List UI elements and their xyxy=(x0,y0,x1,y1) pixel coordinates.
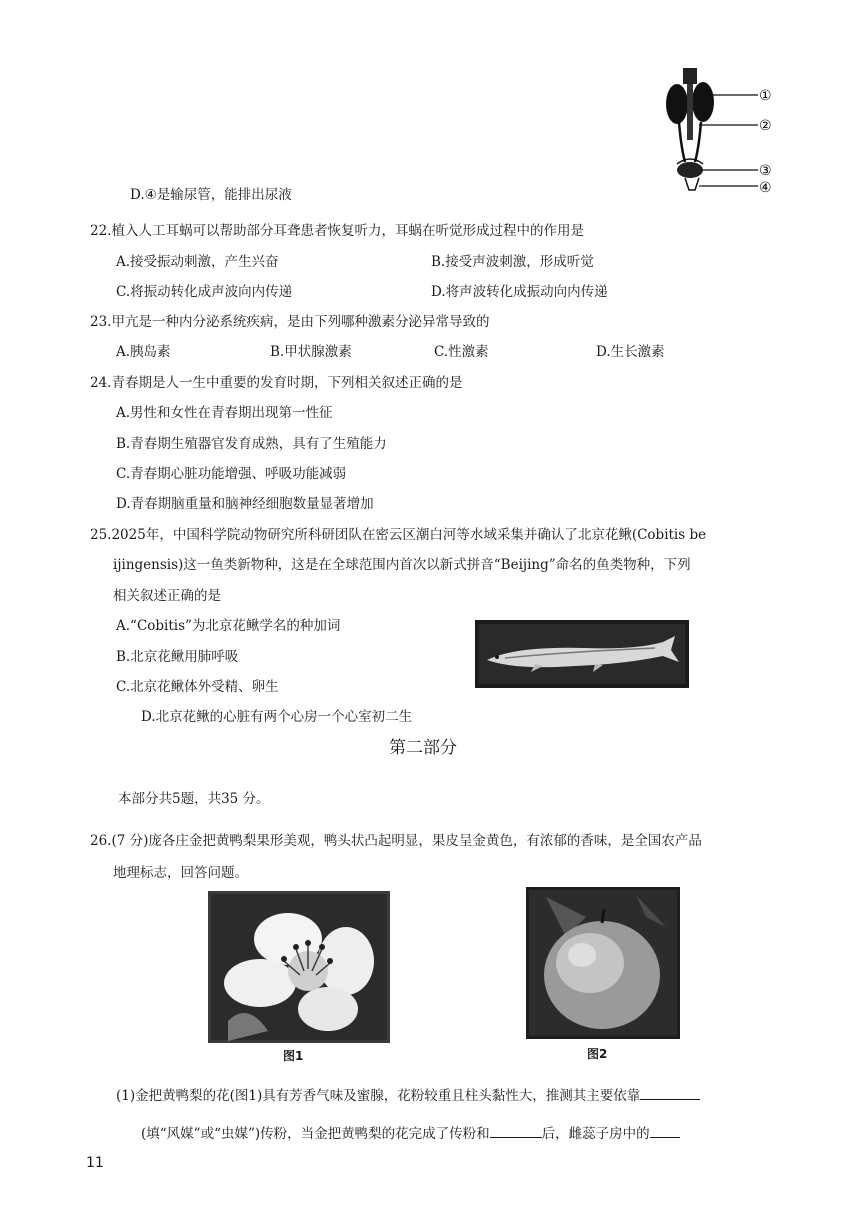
urinary-system-figure xyxy=(655,62,780,202)
answer-blank-1[interactable] xyxy=(640,1084,700,1100)
figure-label-3: ③ xyxy=(759,163,772,179)
q23-stem: 23.甲亢是一种内分泌系统疾病，是由下列哪种激素分泌异常导致的 xyxy=(90,314,490,330)
q21-option-d: D.④是输尿管，能排出尿液 xyxy=(130,187,292,203)
q26-stem-line-1: 26.(7 分)庞各庄金把黄鸭梨果形美观，鸭头状凸起明显，果皮呈金黄色，有浓郁的香味，是全国农产品 xyxy=(90,833,702,849)
q25-option-c: C.北京花鳅体外受精、卵生 xyxy=(116,679,279,695)
figure-label-4: ④ xyxy=(759,180,772,196)
figure-label-2: ② xyxy=(759,118,772,134)
answer-blank-3[interactable] xyxy=(650,1122,680,1138)
q26-stem-line-2: 地理标志，回答问题。 xyxy=(113,865,248,881)
part2-intro: 本部分共5题，共35 分。 xyxy=(118,791,270,807)
q25-option-d: D.北京花鳅的心脏有两个心房一个心室初二生 xyxy=(141,709,413,725)
q24-option-c: C.青春期心脏功能增强、呼吸功能减弱 xyxy=(116,466,347,482)
q26-sub1-text-2a: (填“风媒”或“虫媒”)传粉，当金把黄鸭梨的花完成了传粉和 xyxy=(141,1126,490,1142)
q25-stem-line-1: 25.2025年，中国科学院动物研究所科研团队在密云区潮白河等水域采集并确认了北京花鳅(Cobitis be xyxy=(90,527,707,543)
q25-option-a: A.“Cobitis”为北京花鳅学名的种加词 xyxy=(116,618,341,634)
q22-option-c: C.将振动转化成声波向内传递 xyxy=(116,284,293,300)
answer-blank-2[interactable] xyxy=(490,1122,542,1138)
q25-stem-line-3: 相关叙述正确的是 xyxy=(113,588,221,604)
pear-fruit-photo xyxy=(526,887,680,1039)
loach-fish-photo xyxy=(475,620,689,688)
figure-2-caption: 图2 xyxy=(587,1047,608,1061)
q23-option-b: B.甲状腺激素 xyxy=(270,344,352,360)
q26-sub1-text-2b: 后，雌蕊子房中的 xyxy=(541,1126,650,1142)
figure-1-caption: 图1 xyxy=(283,1049,304,1063)
q22-stem: 22.植入人工耳蜗可以帮助部分耳聋患者恢复听力，耳蜗在听觉形成过程中的作用是 xyxy=(90,223,584,239)
q23-option-c: C.性激素 xyxy=(434,344,489,360)
q22-option-d: D.将声波转化成振动向内传递 xyxy=(431,284,608,300)
q23-option-a: A.胰岛素 xyxy=(116,344,171,360)
q26-sub1-line-2 xyxy=(141,1122,680,1144)
q24-option-d: D.青春期脑重量和脑神经细胞数量显著增加 xyxy=(116,496,374,512)
q22-option-a: A.接受振动刺激，产生兴奋 xyxy=(116,254,279,270)
q25-stem-line-2: ijingensis)这一鱼类新物种，这是在全球范围内首次以新式拼音“Beijing”命名的鱼类物种，下列 xyxy=(113,557,691,573)
q25-option-b: B.北京花鳅用肺呼吸 xyxy=(116,649,239,665)
q24-option-a: A.男性和女性在青春期出现第一性征 xyxy=(116,405,333,421)
part2-title: 第二部分 xyxy=(389,738,457,758)
figure-label-1: ① xyxy=(759,88,772,104)
q23-option-d: D.生长激素 xyxy=(596,344,665,360)
page-number: 11 xyxy=(86,1155,104,1171)
q26-sub1-text-1: (1)金把黄鸭梨的花(图1)具有芳香气味及蜜腺，花粉较重且柱头黏性大，推测其主要依靠 xyxy=(116,1088,641,1104)
q24-stem: 24.青春期是人一生中重要的发育时期，下列相关叙述正确的是 xyxy=(90,375,463,391)
q26-sub1-line-1 xyxy=(116,1084,700,1106)
pear-flower-photo xyxy=(208,891,390,1043)
q24-option-b: B.青春期生殖器官发育成熟，具有了生殖能力 xyxy=(116,436,387,452)
q22-option-b: B.接受声波刺激，形成听觉 xyxy=(431,254,594,270)
